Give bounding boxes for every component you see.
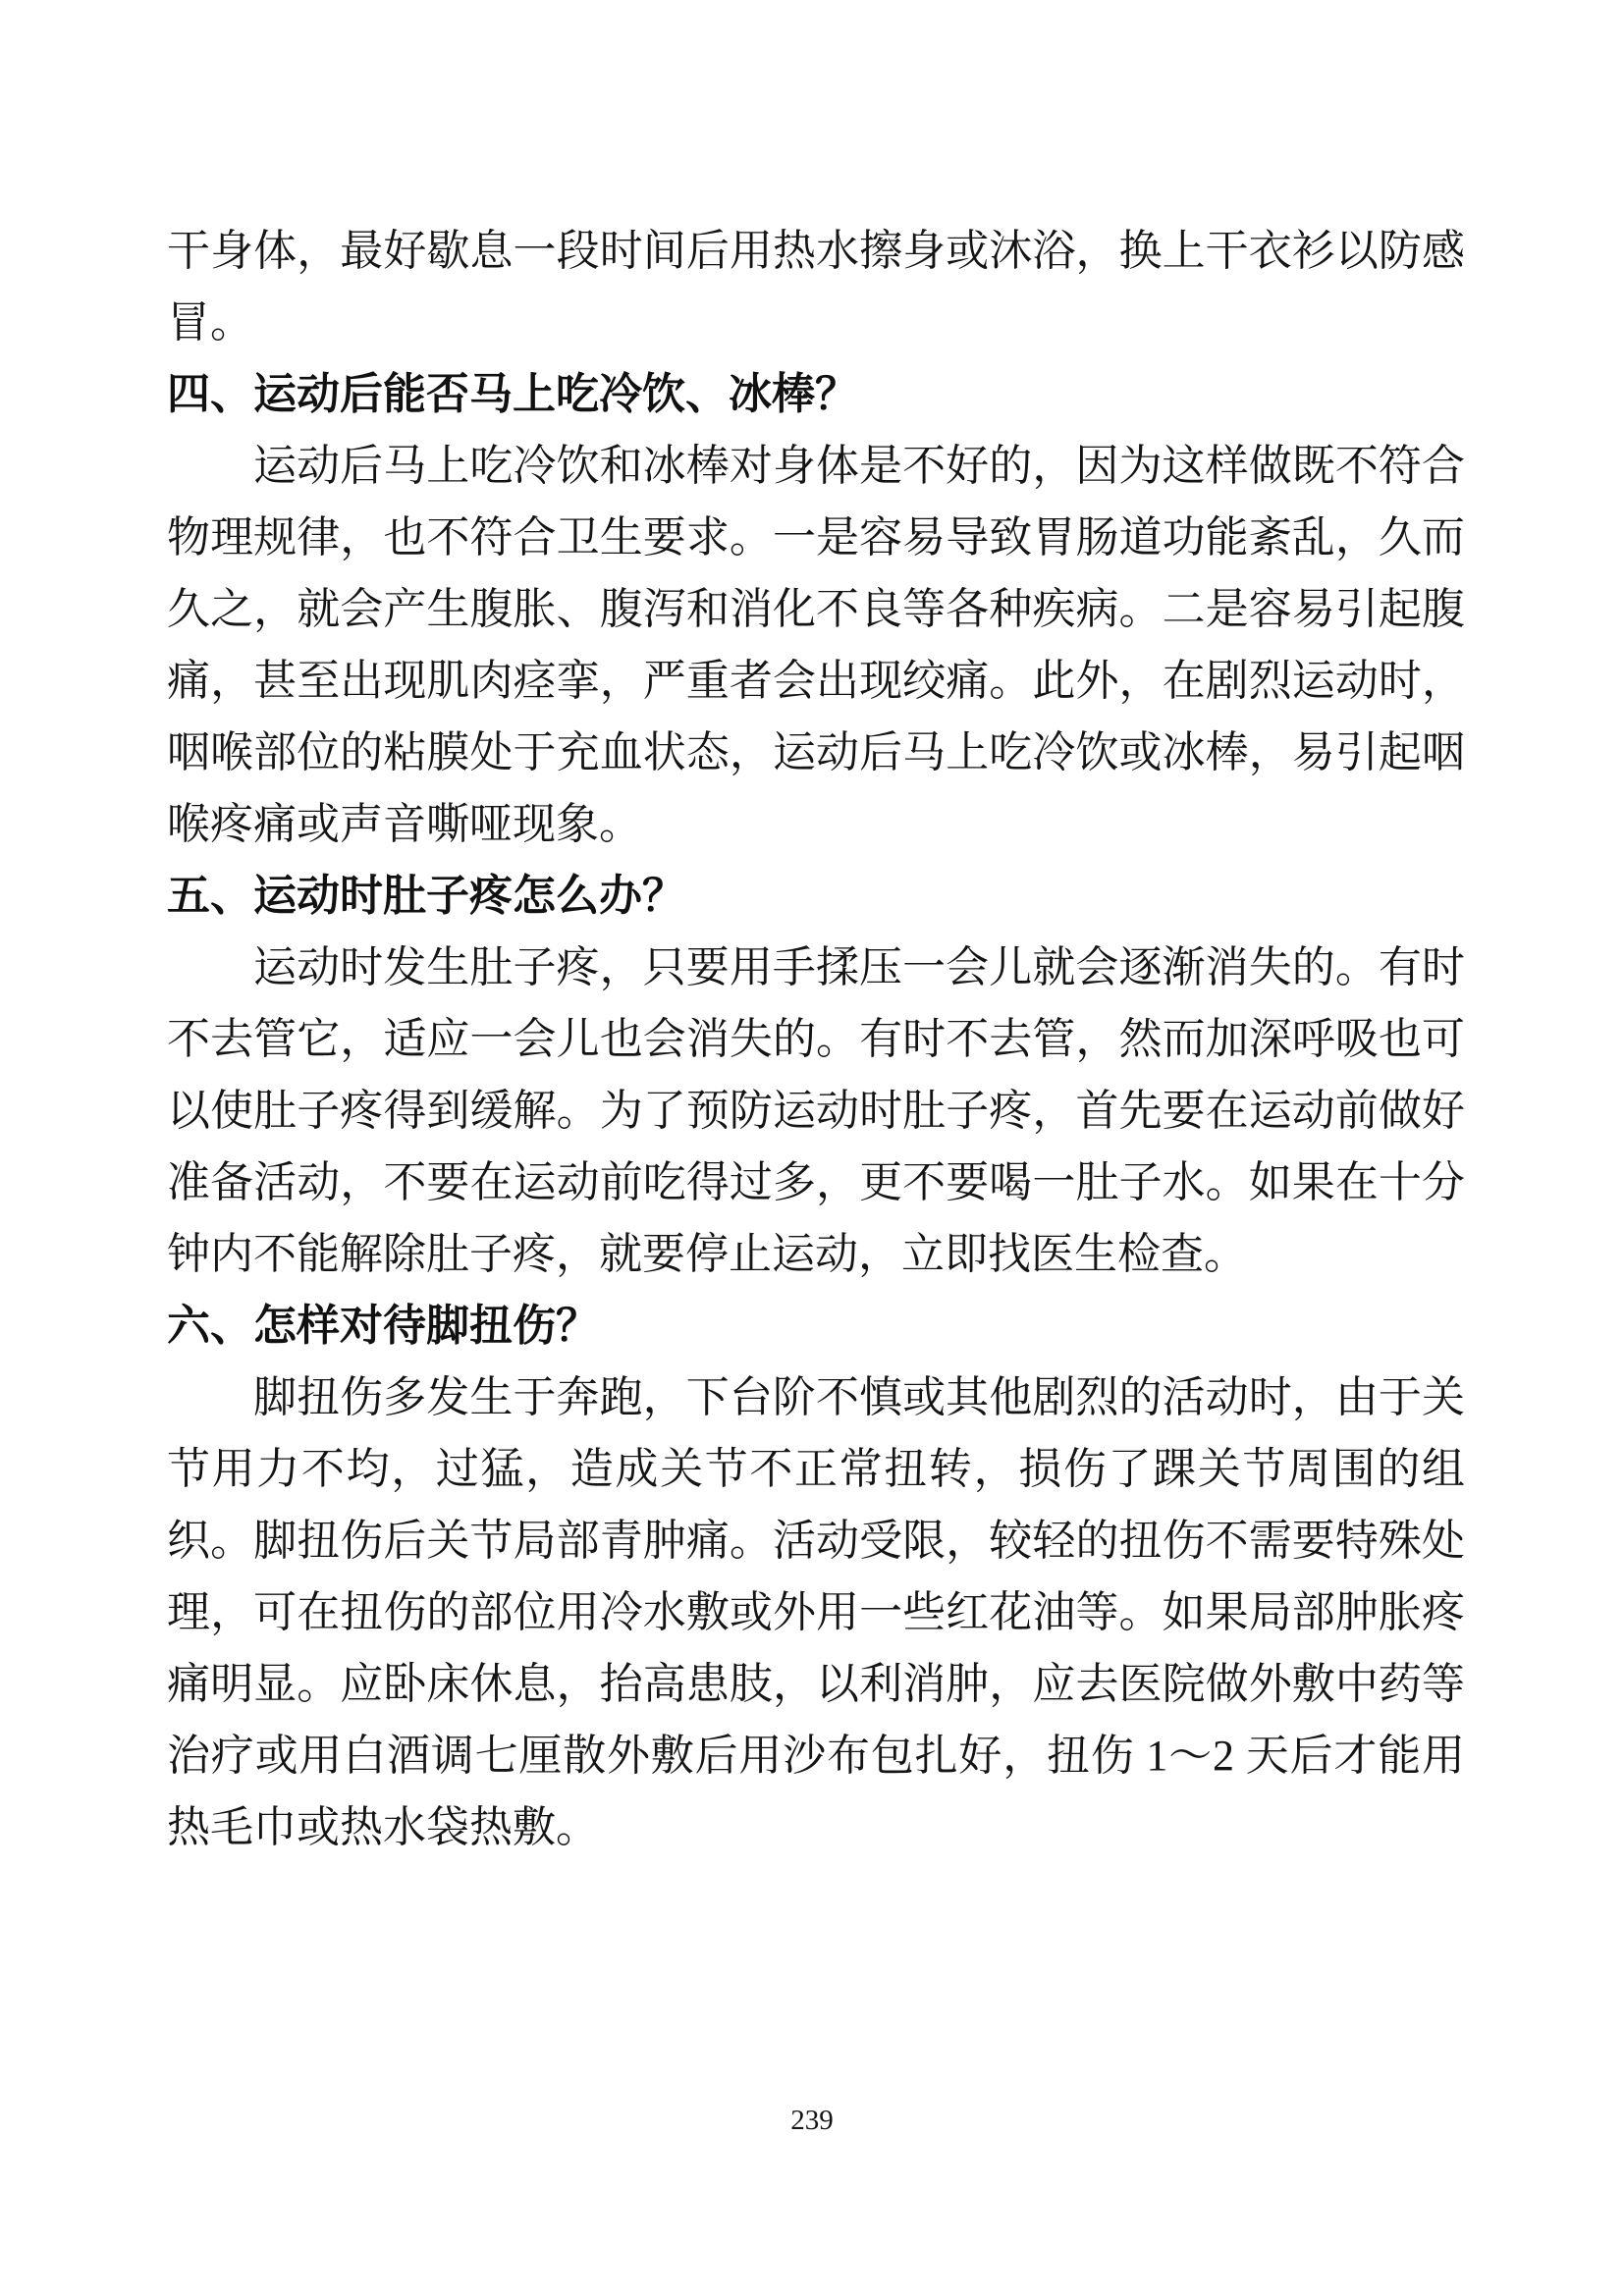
section-heading-4: 四、运动后能否马上吃冷饮、冰棒？ [167,370,858,418]
page-number: 239 [790,2105,834,2136]
section-paragraph-6: 脚扭伤多发生于奔跑，下台阶不慎或其他剧烈的活动时，由于关节用力不均，过猛，造成关节不正常扭转，损伤了踝关节周围的组织。脚扭伤后关节局部青肿痛。活动受限，较轻的扭伤不需要特殊处理，可在扭伤的部位用冷水敷或外用一些红花油等。如果局部肿胀疼痛明显。应卧床休息，抬高患肢，以利消肿，应去医院做外敷中药等治疗或用白酒调七厘散外敷后用沙布包扎好，扭伤 1～2 天后才能用热毛巾或热水袋热敷。 [167,1373,1465,1851]
section-heading-6: 六、怎样对待脚扭伤？ [167,1302,599,1350]
paragraph-continuation: 干身体，最好歇息一段时间后用热水擦身或沐浴，换上干衣衫以防感冒。 [167,227,1465,347]
section-paragraph-4: 运动后马上吃冷饮和冰棒对身体是不好的，因为这样做既不符合物理规律，也不符合卫生要求。一是容易导致胃肠道功能紊乱，久而久之，就会产生腹胀、腹泻和消化不良等各种疾病。二是容易引起腹痛，甚至出现肌肉痉挛，严重者会出现绞痛。此外，在剧烈运动时，咽喉部位的粘膜处于充血状态，运动后马上吃冷饮或冰棒，易引起咽喉疼痛或声音嘶哑现象。 [167,442,1465,848]
section-heading-5: 五、运动时肚子疼怎么办？ [167,872,685,920]
section-paragraph-5: 运动时发生肚子疼，只要用手揉压一会儿就会逐渐消失的。有时不去管它，适应一会儿也会消失的。有时不去管，然而加深呼吸也可以使肚子疼得到缓解。为了预防运动时肚子疼，首先要在运动前做好准备活动，不要在运动前吃得过多，更不要喝一肚子水。如果在十分钟内不能解除肚子疼，就要停止运动，立即找医生检查。 [167,943,1465,1278]
text-block [167,215,1465,1863]
